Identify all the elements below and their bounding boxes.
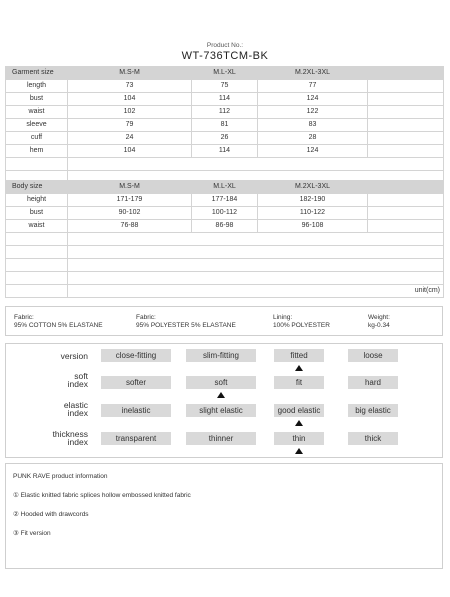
option-thick: thick	[348, 432, 398, 445]
body-size-table	[5, 180, 444, 298]
empty-cell	[368, 67, 444, 80]
row-label: cuff	[6, 132, 68, 145]
option-soft: soft	[186, 376, 256, 389]
garment-size-header: Garment size	[6, 67, 68, 80]
size-col-2: M.L-XL	[192, 181, 258, 194]
fit-attributes-panel	[5, 343, 443, 458]
option-slight-elastic: slight elastic	[186, 404, 256, 417]
info-title: PUNK RAVE product information	[13, 473, 108, 480]
cell: 122	[258, 106, 368, 119]
table-row	[6, 194, 444, 207]
empty-cell	[368, 181, 444, 194]
garment-size-table	[5, 66, 444, 184]
table-row	[6, 119, 444, 132]
option-transparent: transparent	[101, 432, 171, 445]
cell: 171-179	[68, 194, 192, 207]
product-no-label: Product No.:	[206, 42, 244, 49]
option-softer: softer	[101, 376, 171, 389]
table-row	[6, 145, 444, 158]
cell: 104	[68, 145, 192, 158]
fabric-1-label: Fabric:	[14, 314, 34, 321]
cell: 86-98	[192, 220, 258, 233]
product-header	[0, 42, 450, 63]
unit-row	[6, 285, 444, 298]
fabric-1	[14, 314, 103, 330]
option-slim-fitting: slim-fitting	[186, 349, 256, 362]
table-row	[6, 93, 444, 106]
body-size-header: Body size	[6, 181, 68, 194]
option-fit: fit	[274, 376, 324, 389]
product-number: WT-736TCM-BK	[181, 50, 269, 62]
empty-row	[6, 233, 444, 246]
row-label: hem	[6, 145, 68, 158]
row-label: bust	[6, 93, 68, 106]
cell: 124	[258, 145, 368, 158]
table-row	[6, 220, 444, 233]
empty-row	[6, 246, 444, 259]
row-label: bust	[6, 207, 68, 220]
info-item: ① Elastic knitted fabric splices hollow embossed knitted fabric	[13, 492, 191, 499]
empty-row	[6, 158, 444, 171]
cell: 104	[68, 93, 192, 106]
product-information	[5, 463, 443, 569]
cell: 90-102	[68, 207, 192, 220]
cell: 114	[192, 93, 258, 106]
table-row	[6, 80, 444, 93]
cell: 177-184	[192, 194, 258, 207]
empty-cell	[368, 132, 444, 145]
cell: 100-112	[192, 207, 258, 220]
option-good-elastic: good elastic	[274, 404, 324, 417]
fabric-1-value: 95% COTTON 5% ELASTANE	[14, 322, 103, 329]
cell: 114	[192, 145, 258, 158]
option-inelastic: inelastic	[101, 404, 171, 417]
attr-label-soft-index: soft index	[67, 371, 88, 389]
selected-marker-icon	[217, 392, 225, 398]
row-label: height	[6, 194, 68, 207]
fabric-info	[5, 306, 443, 336]
selected-marker-icon	[295, 420, 303, 426]
empty-cell	[368, 145, 444, 158]
lining-label: Lining:	[273, 314, 293, 321]
cell: 110-122	[258, 207, 368, 220]
size-col-2: M.L-XL	[192, 67, 258, 80]
option-big-elastic: big elastic	[348, 404, 398, 417]
row-label: sleeve	[6, 119, 68, 132]
empty-cell	[368, 207, 444, 220]
empty-row	[6, 259, 444, 272]
fabric-2	[136, 314, 236, 330]
empty-cell	[368, 194, 444, 207]
cell: 24	[68, 132, 192, 145]
cell: 26	[192, 132, 258, 145]
table-row	[6, 132, 444, 145]
empty-row	[6, 272, 444, 285]
cell: 112	[192, 106, 258, 119]
selected-marker-icon	[295, 448, 303, 454]
cell: 81	[192, 119, 258, 132]
option-close-fitting: close-fitting	[101, 349, 171, 362]
cell: 73	[68, 80, 192, 93]
empty-cell	[368, 93, 444, 106]
size-col-3: M.2XL-3XL	[258, 67, 368, 80]
lining-value: 100% POLYESTER	[273, 322, 330, 329]
empty-cell	[368, 119, 444, 132]
attr-label-elastic-index: elastic index	[63, 400, 88, 418]
empty-cell	[368, 220, 444, 233]
option-fitted: fitted	[274, 349, 324, 362]
cell: 75	[192, 80, 258, 93]
fabric-2-label: Fabric:	[136, 314, 156, 321]
size-col-1: M.S-M	[68, 181, 192, 194]
weight	[368, 314, 390, 330]
attr-label-thickness-index: thickness index	[52, 429, 88, 447]
row-label: waist	[6, 220, 68, 233]
garment-size-header-row	[6, 67, 444, 80]
table-row	[6, 207, 444, 220]
cell: 79	[68, 119, 192, 132]
fabric-2-value: 95% POLYESTER 5% ELASTANE	[136, 322, 236, 329]
option-thin: thin	[274, 432, 324, 445]
option-thinner: thinner	[186, 432, 256, 445]
cell: 124	[258, 93, 368, 106]
weight-label: Weight:	[368, 314, 390, 321]
cell: 102	[68, 106, 192, 119]
cell: 28	[258, 132, 368, 145]
attr-label-version: version	[60, 351, 88, 361]
lining	[273, 314, 330, 330]
table-row	[6, 106, 444, 119]
selected-marker-icon	[295, 365, 303, 371]
info-item: ② Hooded with drawcords	[13, 511, 89, 518]
empty-cell	[368, 106, 444, 119]
cell: 77	[258, 80, 368, 93]
row-label: length	[6, 80, 68, 93]
row-label: waist	[6, 106, 68, 119]
size-col-1: M.S-M	[68, 67, 192, 80]
unit-label: unit(cm)	[68, 285, 444, 298]
option-hard: hard	[348, 376, 398, 389]
info-item: ③ Fit version	[13, 530, 51, 537]
empty-cell	[368, 80, 444, 93]
cell: 96-108	[258, 220, 368, 233]
size-col-3: M.2XL-3XL	[258, 181, 368, 194]
cell: 182-190	[258, 194, 368, 207]
body-size-header-row	[6, 181, 444, 194]
cell: 76-88	[68, 220, 192, 233]
cell: 83	[258, 119, 368, 132]
weight-value: kg-0.34	[368, 322, 390, 329]
option-loose: loose	[348, 349, 398, 362]
